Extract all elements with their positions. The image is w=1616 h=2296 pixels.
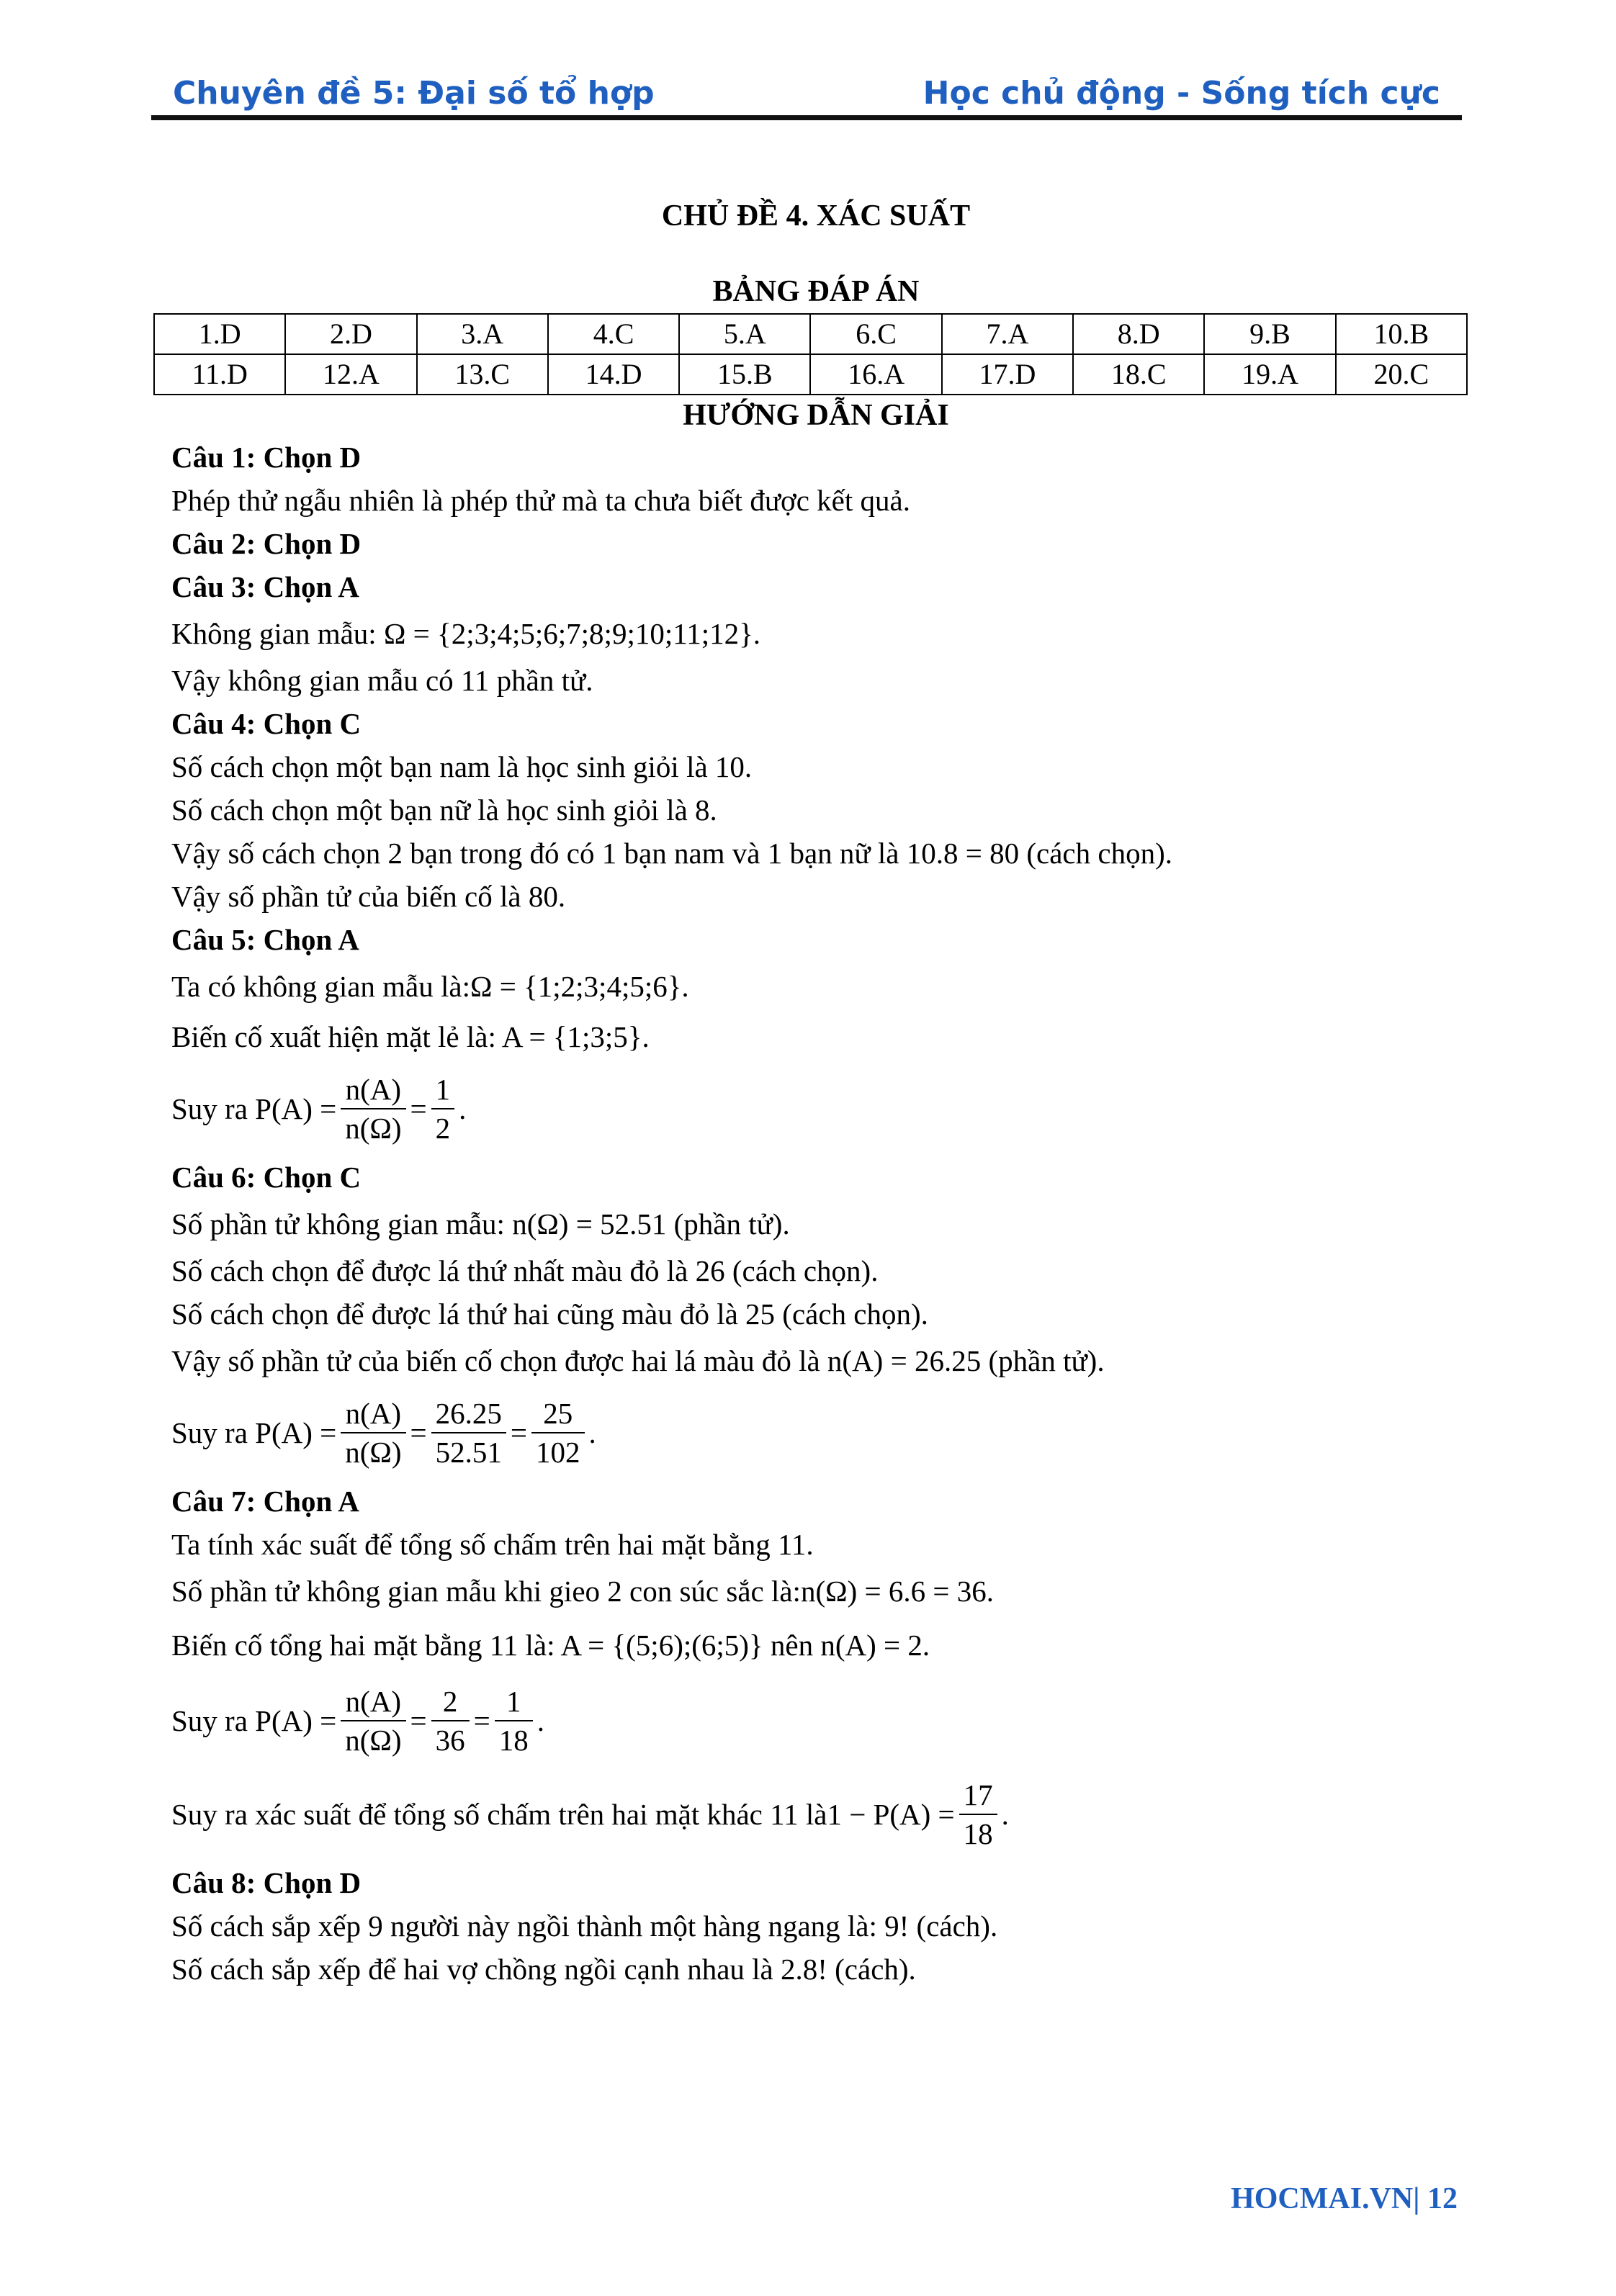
formula: n(Ω) = 52.51 bbox=[512, 1207, 667, 1241]
text: . bbox=[1001, 1798, 1009, 1831]
fraction bbox=[341, 1683, 405, 1759]
text: Số cách sắp xếp để hai vợ chồng ngồi cạnh nhau là bbox=[171, 1953, 781, 1986]
text: Biến cố tổng hai mặt bằng 11 là: bbox=[171, 1629, 561, 1662]
answer-cell: 11.D bbox=[154, 354, 285, 395]
denominator: 18 bbox=[963, 1817, 993, 1850]
header-divider bbox=[151, 115, 1462, 120]
question-6-line-3: Số cách chọn để được lá thứ hai cũng màu đỏ là 25 (cách chọn). bbox=[171, 1297, 928, 1331]
question-3-heading: Câu 3: Chọn A bbox=[171, 570, 359, 603]
formula: n(A) = 26.25 bbox=[827, 1344, 982, 1377]
denominator: 18 bbox=[498, 1724, 529, 1757]
text: nên bbox=[763, 1629, 821, 1662]
fraction bbox=[531, 1395, 585, 1471]
denominator: 102 bbox=[536, 1436, 580, 1469]
denominator: 52.51 bbox=[435, 1436, 502, 1469]
question-1-text: Phép thử ngẫu nhiên là phép thử mà ta chưa biết được kết quả. bbox=[171, 484, 910, 517]
answer-cell: 9.B bbox=[1204, 314, 1335, 354]
text: (cách chọn). bbox=[1019, 837, 1172, 870]
denominator: 36 bbox=[435, 1724, 465, 1757]
question-1-heading: Câu 1: Chọn D bbox=[171, 441, 362, 474]
question-8-line-1 bbox=[171, 1904, 1460, 1948]
numerator: n(A) bbox=[341, 1395, 405, 1433]
text: Ta có không gian mẫu là: bbox=[171, 970, 470, 1003]
page-number: 12 bbox=[1427, 2182, 1458, 2215]
question-7-line-1: Ta tính xác suất để tổng số chấm trên hai mặt bằng 11. bbox=[171, 1528, 814, 1561]
text: Số cách sắp xếp 9 người này ngồi thành một hàng ngang là: bbox=[171, 1909, 885, 1942]
formula: 10.8 = 80 bbox=[906, 837, 1020, 870]
formula: Ω = {1;2;3;4;5;6} bbox=[470, 970, 682, 1003]
answer-cell: 18.C bbox=[1073, 354, 1204, 395]
fraction bbox=[341, 1071, 405, 1147]
formula: P(A) = bbox=[255, 1092, 337, 1125]
question-3-line-1 bbox=[171, 608, 1460, 659]
question-7-heading: Câu 7: Chọn A bbox=[171, 1485, 359, 1518]
answer-cell: 2.D bbox=[285, 314, 416, 354]
numerator: 26.25 bbox=[431, 1395, 506, 1433]
page-header bbox=[151, 69, 1462, 120]
sample-space-formula: Ω = {2;3;4;5;6;7;8;9;10;11;12} bbox=[383, 617, 753, 650]
page-footer bbox=[1231, 2182, 1458, 2216]
formula: A = {1;3;5} bbox=[501, 1020, 642, 1053]
question-6-line-4 bbox=[171, 1336, 1460, 1386]
answer-row-2 bbox=[154, 354, 1467, 395]
fraction bbox=[341, 1395, 405, 1471]
question-5-heading: Câu 5: Chọn A bbox=[171, 923, 359, 956]
question-4-line-2: Số cách chọn một bạn nữ là học sinh giỏi là 8. bbox=[171, 793, 717, 827]
solution-guide-title: HƯỚNG DẪN GIẢI bbox=[683, 399, 949, 432]
text: Biến cố xuất hiện mặt lẻ là: bbox=[171, 1020, 502, 1053]
answer-row-1 bbox=[154, 314, 1467, 354]
question-8-heading: Câu 8: Chọn D bbox=[171, 1866, 362, 1899]
formula: P(A) = bbox=[255, 1416, 337, 1449]
numerator: 1 bbox=[431, 1071, 455, 1109]
text: . bbox=[753, 617, 761, 650]
header-topic: Chuyên đề 5: Đại số tổ hợp bbox=[173, 75, 655, 112]
formula: 1 − P(A) = bbox=[827, 1798, 955, 1831]
formula: 9! bbox=[884, 1909, 910, 1942]
question-7-line-5 bbox=[171, 1768, 1460, 1861]
text: . bbox=[922, 1629, 930, 1662]
text: . bbox=[986, 1575, 994, 1608]
text: (cách). bbox=[827, 1953, 916, 1986]
footer-separator: | bbox=[1413, 2182, 1420, 2215]
answer-cell: 5.A bbox=[679, 314, 810, 354]
text: Suy ra xác suất để tổng số chấm trên hai mặt khác 11 là bbox=[171, 1798, 827, 1831]
equals: = bbox=[410, 1416, 427, 1449]
text: Vậy số cách chọn 2 bạn trong đó có 1 bạn nam và 1 bạn nữ là bbox=[171, 837, 907, 870]
answer-cell: 8.D bbox=[1073, 314, 1204, 354]
question-4-line-3 bbox=[171, 832, 1460, 875]
question-5-line-2 bbox=[171, 1012, 1460, 1062]
text: Suy ra bbox=[171, 1416, 248, 1449]
question-2-heading: Câu 2: Chọn D bbox=[171, 527, 362, 560]
answer-cell: 16.A bbox=[810, 354, 941, 395]
answer-cell: 7.A bbox=[942, 314, 1073, 354]
question-6-line-2: Số cách chọn để được lá thứ nhất màu đỏ là 26 (cách chọn). bbox=[171, 1254, 879, 1287]
question-7-line-3 bbox=[171, 1616, 1460, 1674]
answer-cell: 17.D bbox=[942, 354, 1073, 395]
formula: n(A) = 2 bbox=[820, 1629, 923, 1662]
text: . bbox=[537, 1704, 545, 1737]
question-4-line-1: Số cách chọn một bạn nam là học sinh giỏi là 10. bbox=[171, 750, 753, 783]
denominator: 2 bbox=[435, 1112, 451, 1145]
footer-site: HOCMAI.VN bbox=[1231, 2182, 1414, 2215]
question-8-line-2 bbox=[171, 1948, 1460, 1991]
denominator: n(Ω) bbox=[345, 1436, 402, 1469]
answer-cell: 19.A bbox=[1204, 354, 1335, 395]
text: Suy ra bbox=[171, 1092, 248, 1125]
formula: n(Ω) = 6.6 = 36 bbox=[800, 1575, 987, 1608]
fraction bbox=[959, 1776, 997, 1852]
answer-cell: 1.D bbox=[154, 314, 285, 354]
equals: = bbox=[410, 1092, 427, 1125]
text: . bbox=[588, 1416, 596, 1449]
text: . bbox=[681, 970, 689, 1003]
formula: A = {(5;6);(6;5)} bbox=[560, 1629, 763, 1662]
answer-cell: 13.C bbox=[417, 354, 548, 395]
numerator: 2 bbox=[431, 1683, 470, 1721]
answer-cell: 3.A bbox=[417, 314, 548, 354]
question-4-heading: Câu 4: Chọn C bbox=[171, 707, 362, 740]
header-slogan: Học chủ động - Sống tích cực bbox=[923, 75, 1440, 112]
numerator: 17 bbox=[959, 1776, 997, 1815]
answer-cell: 12.A bbox=[285, 354, 416, 395]
fraction bbox=[431, 1395, 506, 1471]
formula: 2.8! bbox=[781, 1953, 827, 1986]
answer-cell: 10.B bbox=[1336, 314, 1467, 354]
numerator: n(A) bbox=[341, 1683, 405, 1721]
question-3-line-2: Vậy không gian mẫu có 11 phần tử. bbox=[171, 664, 593, 697]
text: (cách). bbox=[909, 1909, 998, 1942]
question-6-line-1 bbox=[171, 1199, 1460, 1249]
numerator: 1 bbox=[495, 1683, 533, 1721]
text: . bbox=[642, 1020, 650, 1053]
question-7-line-2 bbox=[171, 1566, 1460, 1616]
answer-cell: 4.C bbox=[548, 314, 679, 354]
fraction bbox=[431, 1071, 455, 1147]
equals: = bbox=[410, 1704, 427, 1737]
document-body bbox=[171, 194, 1460, 1991]
formula: P(A) = bbox=[255, 1704, 337, 1737]
question-4-line-4: Vậy số phần tử của biến cố là 80. bbox=[171, 880, 566, 913]
text: Số phần tử không gian mẫu: bbox=[171, 1207, 513, 1241]
question-7-line-4 bbox=[171, 1674, 1460, 1768]
equals: = bbox=[510, 1416, 528, 1449]
question-6-heading: Câu 6: Chọn C bbox=[171, 1161, 362, 1194]
answer-table bbox=[153, 313, 1468, 395]
fraction bbox=[495, 1683, 533, 1759]
numerator: n(A) bbox=[341, 1071, 405, 1109]
answer-cell: 15.B bbox=[679, 354, 810, 395]
text: Số phần tử không gian mẫu khi gieo 2 con súc sắc là: bbox=[171, 1575, 801, 1608]
denominator: n(Ω) bbox=[345, 1724, 402, 1757]
fraction bbox=[431, 1683, 470, 1759]
text: Suy ra bbox=[171, 1704, 248, 1737]
question-5-line-3 bbox=[171, 1062, 1460, 1156]
answer-cell: 20.C bbox=[1336, 354, 1467, 395]
denominator: n(Ω) bbox=[345, 1112, 402, 1145]
answer-cell: 6.C bbox=[810, 314, 941, 354]
text: Không gian mẫu: bbox=[171, 617, 384, 650]
equals: = bbox=[473, 1704, 490, 1737]
question-5-line-1 bbox=[171, 961, 1460, 1012]
text: (phần tử). bbox=[981, 1344, 1105, 1377]
page-title: CHỦ ĐỀ 4. XÁC SUẤT bbox=[661, 199, 971, 233]
text: . bbox=[459, 1092, 467, 1125]
answer-cell: 14.D bbox=[548, 354, 679, 395]
text: (phần tử). bbox=[666, 1207, 790, 1241]
text: Vậy số phần tử của biến cố chọn được hai lá màu đỏ là bbox=[171, 1344, 827, 1377]
question-6-line-5 bbox=[171, 1386, 1460, 1480]
numerator: 25 bbox=[531, 1395, 585, 1433]
answer-table-title: BẢNG ĐÁP ÁN bbox=[712, 275, 920, 308]
